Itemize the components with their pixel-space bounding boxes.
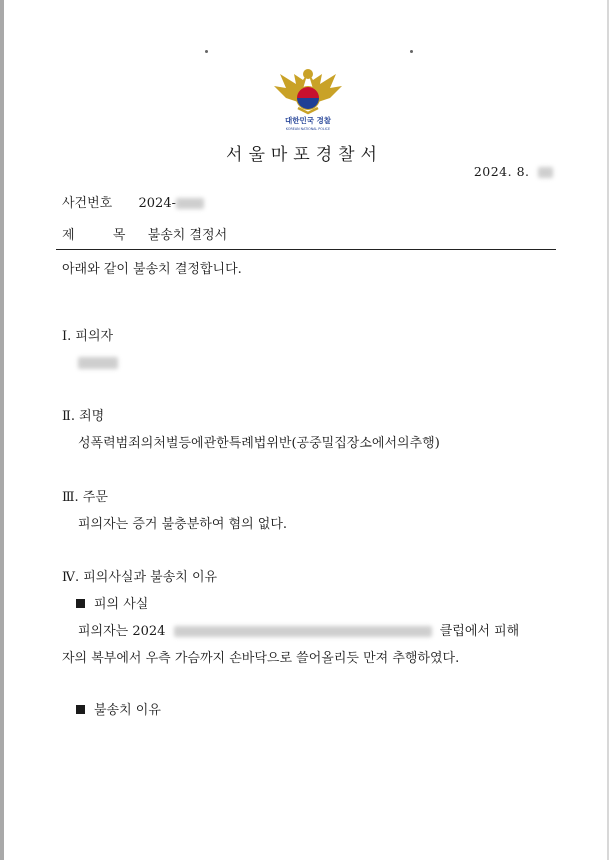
emblem-english-text: KOREAN NATIONAL POLICE	[285, 127, 331, 131]
header-dot	[205, 50, 208, 53]
facts-subtitle-row	[76, 593, 148, 612]
divider-line	[56, 249, 556, 250]
offense-text: 성폭력범죄의처벌등에관한특례법위반(공중밀집장소에서의추행)	[78, 436, 440, 451]
subject-label-1: 제	[62, 228, 75, 243]
redacted-suspect-name	[78, 352, 118, 371]
reason-subtitle-row	[76, 699, 161, 718]
emblem-korean-text: 대한민국 경찰	[284, 116, 332, 125]
reason-subtitle: 불송치 이유	[94, 703, 161, 718]
document-date	[474, 164, 553, 179]
eagle-emblem-icon	[272, 66, 344, 132]
intro-text: 아래와 같이 불송치 결정합니다.	[62, 262, 242, 277]
order-text: 피의자는 증거 불충분하여 혐의 없다.	[78, 517, 288, 532]
subject-label-2: 목	[112, 228, 126, 243]
section-reason-title: Ⅳ. 피의사실과 불송치 이유	[62, 570, 218, 585]
section-offense-title: Ⅱ. 죄명	[62, 409, 105, 424]
date-text: 2024. 8.	[473, 164, 530, 179]
police-emblem	[272, 66, 344, 132]
facts-line1-suffix: 클럽에서 피해	[439, 624, 520, 639]
facts-line-2: 자의 복부에서 우측 가슴까지 손바닥으로 쓸어올리듯 만져 추행하였다.	[62, 651, 460, 666]
square-bullet-icon	[76, 599, 85, 608]
square-bullet-icon	[76, 705, 85, 714]
page-left-edge	[0, 0, 4, 860]
section-suspect-title: Ⅰ. 피의자	[62, 329, 114, 344]
section-order-title: Ⅲ. 주문	[62, 490, 108, 505]
redacted-case-number	[176, 198, 204, 209]
subject-row	[62, 224, 227, 243]
case-number-value: 2024-	[138, 196, 176, 211]
subject-value: 불송치 결정서	[147, 228, 228, 243]
facts-line1-prefix: 피의자는 2024	[78, 624, 166, 639]
case-number-row	[62, 192, 204, 211]
agency-title: 서울마포경찰서	[226, 145, 383, 165]
header-dot	[410, 50, 413, 53]
facts-subtitle: 피의 사실	[94, 597, 149, 612]
redacted-facts-detail	[174, 626, 432, 637]
facts-line-1	[78, 620, 519, 639]
case-number-label: 사건번호	[62, 196, 113, 211]
redacted-day	[538, 167, 553, 178]
